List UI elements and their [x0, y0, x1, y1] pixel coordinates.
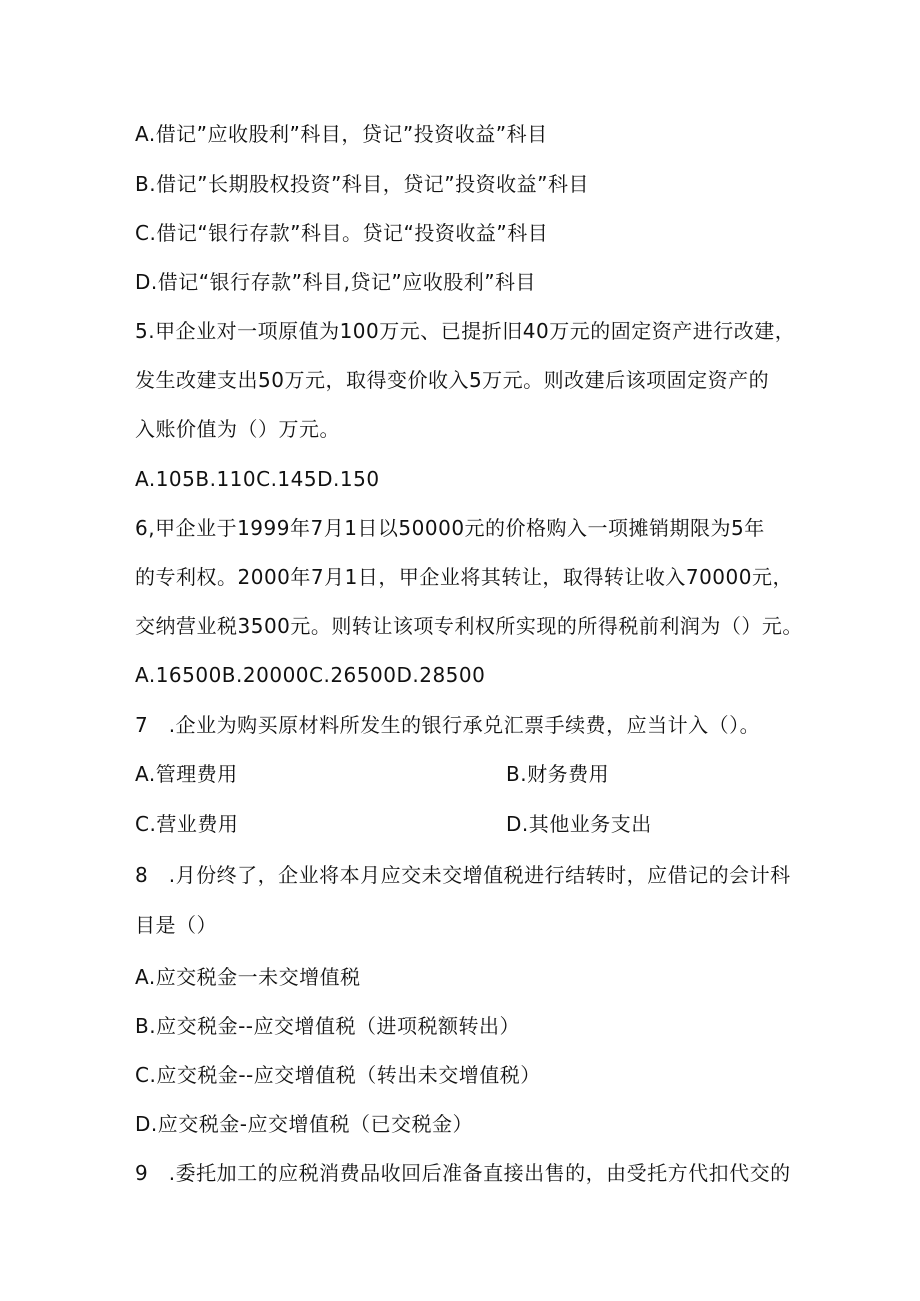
q8-option-a: A.应交税金一未交增值税 [135, 965, 361, 989]
q6-options: A.16500B.20000C.26500D.28500 [135, 663, 486, 687]
q5-line-1: 5.甲企业对一项原值为100万元、已提折旧40万元的固定资产进行改建， [135, 319, 796, 343]
q6-line-1: 6,甲企业于1999年7月1日以50000元的价格购入一项摊销期限为5年 [135, 516, 765, 540]
q7-option-b: B.财务费用 [506, 762, 610, 786]
q7-line: 7 .企业为购买原材料所发生的银行承兑汇票手续费，应当计入（）。 [135, 713, 761, 737]
q5-options: A.105B.110C.145D.150 [135, 467, 380, 491]
q7-option-a: A.管理费用 [135, 762, 238, 786]
q8-option-b: B.应交税金--应交增值税（进项税额转出） [135, 1014, 521, 1038]
q7-option-c: C.营业费用 [135, 812, 239, 836]
q8-line-1: 8 .月份终了，企业将本月应交未交增值税进行结转时，应借记的会计科 [135, 863, 791, 887]
q6-line-3: 交纳营业税3500元。则转让该项专利权所实现的所得税前利润为（）元。 [135, 614, 803, 638]
q7-option-d: D.其他业务支出 [506, 812, 652, 836]
q9-line: 9 .委托加工的应税消费品收回后准备直接出售的，由受托方代扣代交的 [135, 1161, 791, 1185]
q8-option-c: C.应交税金--应交增值税（转出未交增值税） [135, 1063, 541, 1087]
q4-option-a: A.借记”应收股利”科目，贷记”投资收益”科目 [135, 122, 548, 146]
q6-line-2: 的专利权。2000年7月1日，甲企业将其转让，取得转让收入70000元， [135, 565, 793, 589]
q5-line-2: 发生改建支出50万元，取得变价收入5万元。则改建后该项固定资产的 [135, 368, 770, 392]
q5-line-3: 入账价值为（）万元。 [135, 417, 340, 441]
q8-option-d: D.应交税金-应交增值税（已交税金） [135, 1112, 473, 1136]
q8-line-2: 目是（） [135, 913, 217, 937]
q4-option-d: D.借记“银行存款”科目,贷记”应收股利”科目 [135, 270, 537, 294]
q4-option-b: B.借记”长期股权投资”科目，贷记”投资收益”科目 [135, 172, 590, 196]
q4-option-c: C.借记“银行存款”科目。贷记“投资收益”科目 [135, 221, 549, 245]
